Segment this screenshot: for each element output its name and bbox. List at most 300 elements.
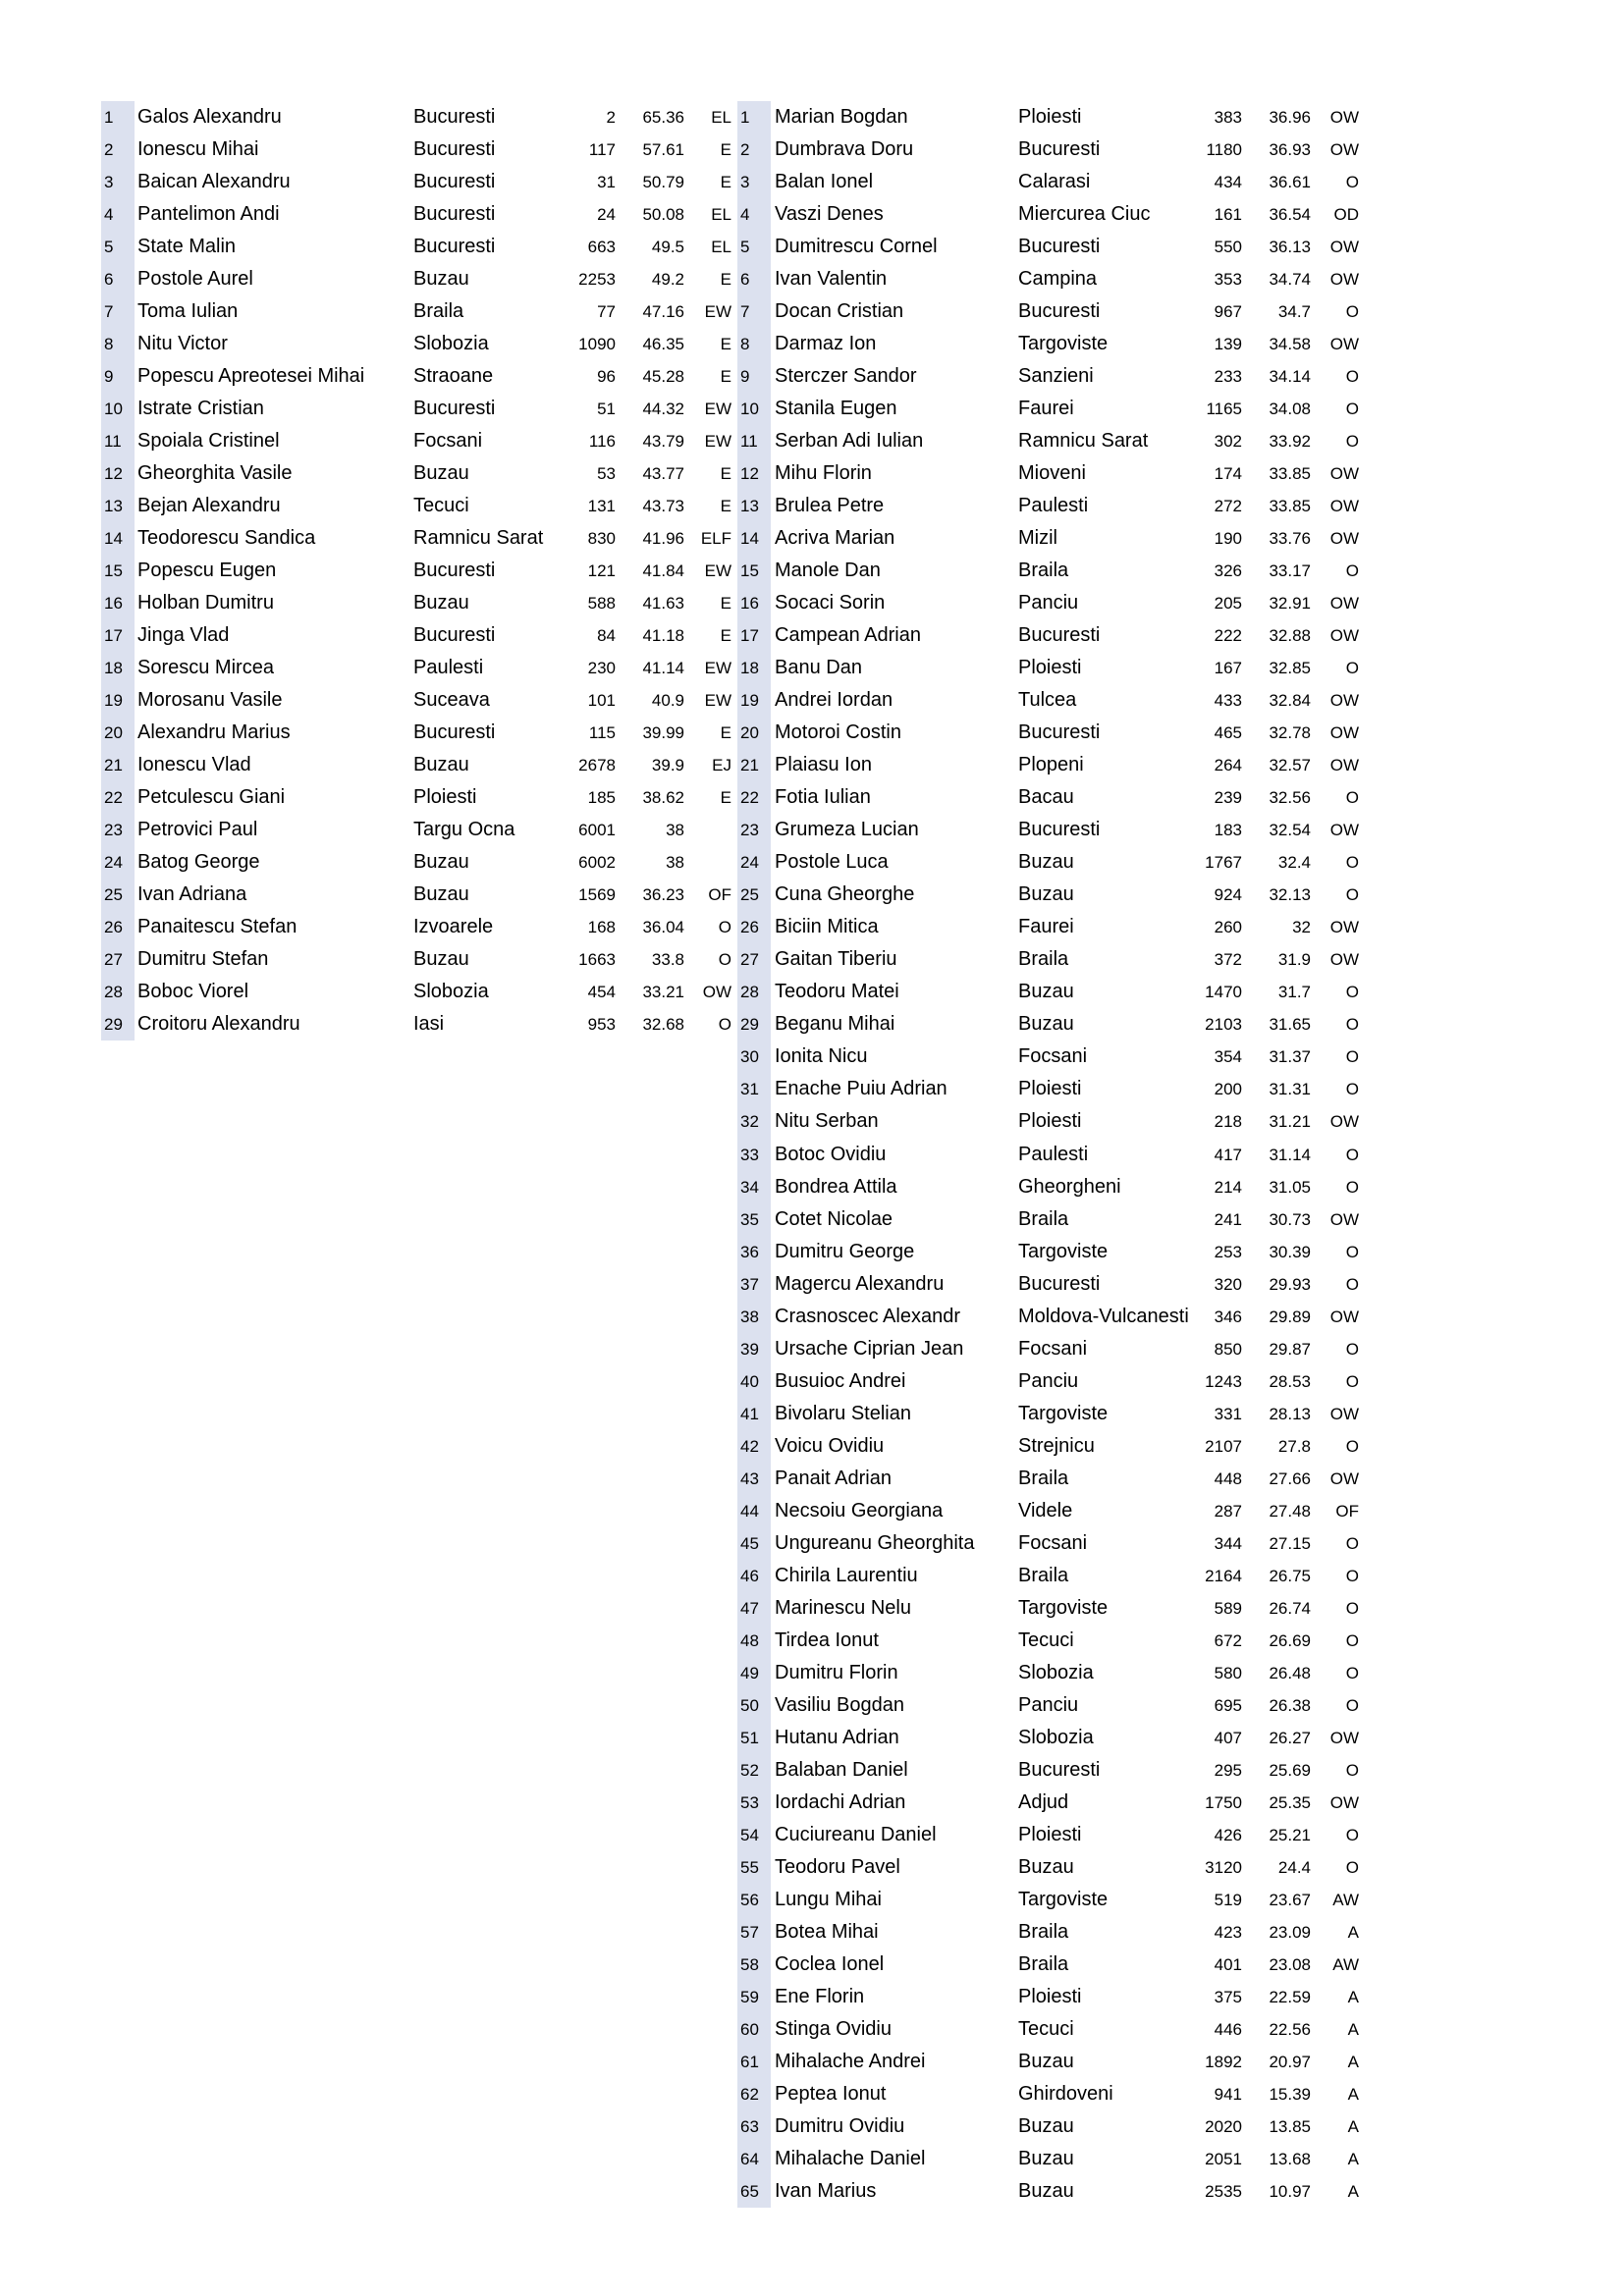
score-cell: 38 — [666, 853, 684, 873]
city-cell: Braila — [1018, 1920, 1069, 1943]
score-cell: 27.48 — [1269, 1501, 1311, 1521]
score-cell: 33.85 — [1269, 497, 1311, 516]
id-number-cell: 264 — [1214, 756, 1242, 775]
id-number-cell: 407 — [1214, 1728, 1242, 1747]
id-number-cell: 433 — [1214, 691, 1242, 711]
city-cell: Buzau — [413, 948, 469, 971]
name-cell: Dumitru Ovidiu — [775, 2114, 905, 2137]
name-cell: Botea Mihai — [775, 1920, 879, 1943]
category-cell: E — [720, 464, 731, 484]
category-cell: OW — [1329, 140, 1359, 160]
name-cell: Popescu Eugen — [137, 560, 277, 582]
score-cell: 32.13 — [1269, 885, 1311, 905]
name-cell: Acriva Marian — [775, 527, 895, 550]
rank-cell: 7 — [101, 295, 135, 328]
city-cell: Mioveni — [1018, 462, 1086, 485]
rank-cell: 14 — [101, 522, 135, 555]
name-cell: Holban Dumitru — [137, 592, 274, 614]
name-cell: Dumitru George — [775, 1240, 915, 1262]
score-cell: 22.56 — [1269, 2019, 1311, 2039]
rank-cell: 31 — [737, 1073, 771, 1105]
score-cell: 32.68 — [642, 1015, 684, 1035]
id-number-cell: 190 — [1214, 529, 1242, 549]
score-cell: 25.21 — [1269, 1825, 1311, 1844]
score-cell: 32.4 — [1277, 853, 1311, 873]
name-cell: Necsoiu Georgiana — [775, 1499, 944, 1522]
id-number-cell: 167 — [1214, 659, 1242, 678]
score-cell: 30.39 — [1269, 1242, 1311, 1261]
city-cell: Targoviste — [1018, 1402, 1109, 1424]
id-number-cell: 2164 — [1205, 1566, 1242, 1585]
id-number-cell: 214 — [1214, 1177, 1242, 1197]
city-cell: Bucuresti — [1018, 300, 1101, 323]
rank-cell: 7 — [737, 295, 771, 328]
id-number-cell: 580 — [1214, 1663, 1242, 1682]
category-cell: E — [720, 173, 731, 192]
city-cell: Buzau — [1018, 2114, 1074, 2137]
rank-cell: 19 — [101, 684, 135, 717]
category-cell: E — [720, 367, 731, 387]
id-number-cell: 417 — [1214, 1145, 1242, 1164]
name-cell: State Malin — [137, 236, 237, 258]
score-cell: 27.8 — [1277, 1436, 1311, 1456]
name-cell: Magercu Alexandru — [775, 1272, 945, 1295]
name-cell: Bondrea Attila — [775, 1175, 897, 1198]
score-cell: 26.27 — [1269, 1728, 1311, 1747]
name-cell: Busuioc Andrei — [775, 1369, 906, 1392]
rank-cell: 41 — [737, 1398, 771, 1430]
rank-cell: 62 — [737, 2078, 771, 2110]
id-number-cell: 2 — [606, 108, 616, 127]
city-cell: Paulesti — [1018, 495, 1089, 517]
rank-cell: 13 — [737, 490, 771, 522]
city-cell: Slobozia — [413, 333, 489, 355]
name-cell: Teodoru Pavel — [775, 1855, 900, 1878]
category-cell: ELF — [700, 529, 731, 549]
id-number-cell: 1180 — [1206, 140, 1242, 160]
city-cell: Slobozia — [1018, 1726, 1094, 1748]
category-cell: O — [1345, 788, 1359, 808]
score-cell: 31.9 — [1277, 950, 1311, 970]
category-cell: E — [720, 140, 731, 160]
id-number-cell: 161 — [1214, 205, 1242, 225]
score-cell: 39.9 — [651, 756, 684, 775]
rank-cell: 32 — [737, 1105, 771, 1138]
city-cell: Buzau — [413, 592, 469, 614]
category-cell: EL — [711, 238, 731, 257]
id-number-cell: 663 — [587, 238, 616, 257]
rank-cell: 23 — [101, 814, 135, 846]
category-cell: O — [1345, 561, 1359, 581]
rank-cell: 37 — [737, 1268, 771, 1301]
name-cell: Morosanu Vasile — [137, 689, 283, 712]
rank-cell: 17 — [101, 619, 135, 652]
city-cell: Moldova-Vulcanesti — [1018, 1305, 1189, 1327]
score-cell: 27.66 — [1269, 1468, 1311, 1488]
rank-cell: 28 — [101, 976, 135, 1008]
city-cell: Ploiesti — [1018, 1823, 1082, 1845]
city-cell: Bucuresti — [1018, 721, 1101, 744]
name-cell: Ionita Nicu — [775, 1045, 868, 1068]
city-cell: Bucuresti — [1018, 1758, 1101, 1781]
city-cell: Bucuresti — [413, 106, 496, 128]
name-cell: Mihalache Andrei — [775, 2050, 926, 2072]
id-number-cell: 2535 — [1205, 2182, 1242, 2201]
city-cell: Braila — [1018, 1207, 1069, 1230]
id-number-cell: 446 — [1214, 2019, 1242, 2039]
category-cell: OW — [1329, 464, 1359, 484]
score-cell: 32 — [1292, 918, 1311, 937]
id-number-cell: 426 — [1214, 1825, 1242, 1844]
id-number-cell: 96 — [597, 367, 616, 387]
category-cell: A — [1347, 1987, 1359, 2006]
rank-cell: 48 — [737, 1625, 771, 1657]
score-cell: 46.35 — [642, 335, 684, 354]
rank-cell: 65 — [737, 2175, 771, 2208]
name-cell: Spoiala Cristinel — [137, 430, 280, 453]
city-cell: Mizil — [1018, 527, 1057, 550]
category-cell: O — [1345, 1825, 1359, 1844]
category-cell: OW — [1329, 270, 1359, 290]
city-cell: Braila — [1018, 1467, 1069, 1489]
category-cell: O — [1345, 1371, 1359, 1391]
name-cell: Ivan Valentin — [775, 268, 888, 291]
score-cell: 22.59 — [1269, 1987, 1311, 2006]
name-cell: Dumbrava Doru — [775, 138, 914, 161]
rank-cell: 25 — [737, 879, 771, 911]
score-cell: 23.09 — [1269, 1922, 1311, 1942]
rank-cell: 54 — [737, 1819, 771, 1851]
name-cell: Bivolaru Stelian — [775, 1402, 911, 1424]
city-cell: Suceava — [413, 689, 490, 712]
score-cell: 31.14 — [1269, 1145, 1311, 1164]
name-cell: Batog George — [137, 851, 260, 874]
name-cell: Grumeza Lucian — [775, 819, 919, 841]
rank-cell: 6 — [737, 263, 771, 295]
rank-cell: 10 — [737, 393, 771, 425]
category-cell: O — [1345, 173, 1359, 192]
rank-cell: 16 — [737, 587, 771, 619]
rank-cell: 5 — [101, 231, 135, 263]
name-cell: Cotet Nicolae — [775, 1207, 893, 1230]
name-cell: Jinga Vlad — [137, 624, 230, 647]
category-cell: A — [1347, 1922, 1359, 1942]
score-cell: 33.76 — [1269, 529, 1311, 549]
category-cell: EW — [704, 400, 731, 419]
name-cell: Serban Adi Iulian — [775, 430, 924, 453]
name-cell: Ungureanu Gheorghita — [775, 1531, 975, 1554]
city-cell: Focsani — [413, 430, 483, 453]
score-cell: 28.53 — [1269, 1371, 1311, 1391]
name-cell: Ursache Ciprian Jean — [775, 1337, 964, 1360]
score-cell: 36.54 — [1269, 205, 1311, 225]
city-cell: Buzau — [413, 268, 469, 291]
rank-cell: 29 — [737, 1008, 771, 1041]
id-number-cell: 1750 — [1205, 1792, 1242, 1812]
id-number-cell: 174 — [1214, 464, 1242, 484]
category-cell: A — [1347, 2116, 1359, 2136]
rank-cell: 34 — [737, 1171, 771, 1203]
id-number-cell: 588 — [587, 594, 616, 614]
id-number-cell: 51 — [597, 400, 616, 419]
category-cell: A — [1347, 2149, 1359, 2168]
id-number-cell: 272 — [1214, 497, 1242, 516]
rank-cell: 15 — [737, 555, 771, 587]
id-number-cell: 924 — [1214, 885, 1242, 905]
score-cell: 34.58 — [1269, 335, 1311, 354]
rank-cell: 58 — [737, 1949, 771, 1981]
id-number-cell: 344 — [1214, 1533, 1242, 1553]
id-number-cell: 695 — [1214, 1695, 1242, 1715]
id-number-cell: 2103 — [1205, 1015, 1242, 1035]
score-cell: 31.65 — [1269, 1015, 1311, 1035]
rank-cell: 28 — [737, 976, 771, 1008]
score-cell: 28.13 — [1269, 1404, 1311, 1423]
category-cell: O — [1345, 1663, 1359, 1682]
rank-cell: 52 — [737, 1754, 771, 1787]
city-cell: Buzau — [1018, 2050, 1074, 2072]
name-cell: Coclea Ionel — [775, 1952, 885, 1975]
category-cell: OW — [1329, 1209, 1359, 1229]
name-cell: Tirdea Ionut — [775, 1629, 879, 1651]
rank-cell: 44 — [737, 1495, 771, 1527]
category-cell: O — [1345, 885, 1359, 905]
score-cell: 20.97 — [1269, 2052, 1311, 2071]
name-cell: Balan Ionel — [775, 171, 874, 193]
id-number-cell: 241 — [1214, 1209, 1242, 1229]
city-cell: Straoane — [413, 365, 494, 388]
id-number-cell: 550 — [1214, 238, 1242, 257]
rank-cell: 19 — [737, 684, 771, 717]
rank-cell: 18 — [101, 652, 135, 684]
id-number-cell: 6001 — [578, 821, 616, 840]
category-cell: A — [1347, 2084, 1359, 2104]
score-cell: 10.97 — [1269, 2182, 1311, 2201]
score-cell: 65.36 — [642, 108, 684, 127]
category-cell: O — [1345, 432, 1359, 452]
id-number-cell: 53 — [597, 464, 616, 484]
category-cell: O — [1345, 853, 1359, 873]
city-cell: Buzau — [1018, 1013, 1074, 1036]
score-cell: 50.79 — [642, 173, 684, 192]
rank-cell: 1 — [737, 101, 771, 133]
category-cell: A — [1347, 2052, 1359, 2071]
name-cell: Campean Adrian — [775, 624, 921, 647]
score-cell: 36.96 — [1269, 108, 1311, 127]
id-number-cell: 830 — [587, 529, 616, 549]
score-cell: 25.35 — [1269, 1792, 1311, 1812]
name-cell: Voicu Ovidiu — [775, 1434, 885, 1457]
city-cell: Buzau — [1018, 851, 1074, 874]
id-number-cell: 401 — [1214, 1954, 1242, 1974]
city-cell: Bucuresti — [413, 560, 496, 582]
id-number-cell: 320 — [1214, 1274, 1242, 1294]
name-cell: Dumitrescu Cornel — [775, 236, 938, 258]
category-cell: E — [720, 270, 731, 290]
id-number-cell: 1470 — [1205, 983, 1242, 1002]
name-cell: Plaiasu Ion — [775, 754, 872, 776]
rank-cell: 50 — [737, 1689, 771, 1722]
rank-cell: 57 — [737, 1916, 771, 1949]
category-cell: O — [718, 918, 731, 937]
id-number-cell: 967 — [1214, 302, 1242, 322]
rank-cell: 13 — [101, 490, 135, 522]
id-number-cell: 953 — [587, 1015, 616, 1035]
rank-cell: 26 — [737, 911, 771, 943]
score-cell: 34.7 — [1277, 302, 1311, 322]
city-cell: Paulesti — [413, 657, 484, 679]
id-number-cell: 454 — [587, 983, 616, 1002]
score-cell: 31.37 — [1269, 1047, 1311, 1067]
id-number-cell: 2253 — [578, 270, 616, 290]
rank-cell: 18 — [737, 652, 771, 684]
rank-cell: 2 — [101, 133, 135, 166]
name-cell: Postole Luca — [775, 851, 889, 874]
rank-cell: 53 — [737, 1787, 771, 1819]
id-number-cell: 287 — [1214, 1501, 1242, 1521]
rank-cell: 14 — [737, 522, 771, 555]
city-cell: Bucuresti — [1018, 624, 1101, 647]
category-cell — [687, 814, 731, 846]
rank-cell: 22 — [737, 781, 771, 814]
id-number-cell: 222 — [1214, 626, 1242, 646]
name-cell: Postole Aurel — [137, 268, 253, 291]
name-cell: Vasiliu Bogdan — [775, 1693, 904, 1716]
city-cell: Ploiesti — [1018, 1985, 1082, 2007]
city-cell: Bucuresti — [1018, 1272, 1101, 1295]
score-cell: 45.28 — [642, 367, 684, 387]
category-cell: EW — [704, 691, 731, 711]
name-cell: Peptea Ionut — [775, 2082, 887, 2105]
id-number-cell: 465 — [1214, 723, 1242, 743]
city-cell: Videle — [1018, 1499, 1073, 1522]
rank-cell: 55 — [737, 1851, 771, 1884]
category-cell: OW — [1329, 950, 1359, 970]
name-cell: Chirila Laurentiu — [775, 1564, 918, 1586]
city-cell: Panciu — [1018, 1369, 1079, 1392]
name-cell: Iordachi Adrian — [775, 1790, 906, 1813]
rank-cell: 51 — [737, 1722, 771, 1754]
category-cell: OW — [1329, 108, 1359, 127]
score-cell: 49.2 — [651, 270, 684, 290]
city-cell: Ramnicu Sarat — [1018, 430, 1149, 453]
category-cell: O — [1345, 1436, 1359, 1456]
id-number-cell: 1892 — [1205, 2052, 1242, 2071]
category-cell: O — [1345, 1242, 1359, 1261]
city-cell: Ploiesti — [1018, 657, 1082, 679]
category-cell: OW — [1329, 1792, 1359, 1812]
category-cell: E — [720, 788, 731, 808]
score-cell: 36.93 — [1269, 140, 1311, 160]
score-cell: 32.78 — [1269, 723, 1311, 743]
rank-cell: 11 — [101, 425, 135, 457]
rank-cell: 35 — [737, 1203, 771, 1236]
score-cell: 33.17 — [1269, 561, 1311, 581]
category-cell: E — [720, 497, 731, 516]
city-cell: Bucuresti — [413, 203, 496, 226]
rank-cell: 26 — [101, 911, 135, 943]
rank-cell: 49 — [737, 1657, 771, 1689]
id-number-cell: 295 — [1214, 1760, 1242, 1780]
name-cell: Dumitru Florin — [775, 1661, 898, 1683]
id-number-cell: 353 — [1214, 270, 1242, 290]
score-cell: 43.79 — [642, 432, 684, 452]
id-number-cell: 1243 — [1205, 1371, 1242, 1391]
score-cell: 31.21 — [1269, 1112, 1311, 1132]
rank-cell: 15 — [101, 555, 135, 587]
category-cell: EW — [704, 561, 731, 581]
score-cell: 41.96 — [642, 529, 684, 549]
category-cell: A — [1347, 2182, 1359, 2201]
name-cell: Alexandru Marius — [137, 721, 291, 744]
score-cell: 36.23 — [642, 885, 684, 905]
name-cell: Lungu Mihai — [775, 1888, 882, 1910]
city-cell: Ploiesti — [413, 786, 477, 809]
rank-cell: 33 — [737, 1139, 771, 1171]
id-number-cell: 519 — [1214, 1890, 1242, 1909]
name-cell: Marian Bogdan — [775, 106, 908, 128]
rank-cell: 17 — [737, 619, 771, 652]
name-cell: Pantelimon Andi — [137, 203, 280, 226]
rank-cell: 24 — [101, 846, 135, 879]
category-cell: O — [1345, 1695, 1359, 1715]
id-number-cell: 941 — [1214, 2084, 1242, 2104]
rank-cell: 4 — [101, 198, 135, 231]
score-cell: 26.75 — [1269, 1566, 1311, 1585]
id-number-cell: 302 — [1214, 432, 1242, 452]
city-cell: Slobozia — [413, 981, 489, 1003]
rank-cell: 27 — [101, 943, 135, 976]
city-cell: Panciu — [1018, 592, 1079, 614]
name-cell: Popescu Apreotesei Mihai — [137, 365, 365, 388]
rank-cell: 61 — [737, 2046, 771, 2078]
rank-cell: 2 — [737, 133, 771, 166]
score-cell: 33.21 — [642, 983, 684, 1002]
rank-cell: 6 — [101, 263, 135, 295]
name-cell: Galos Alexandru — [137, 106, 282, 128]
name-cell: Socaci Sorin — [775, 592, 886, 614]
category-cell: O — [1345, 1080, 1359, 1099]
score-cell: 44.32 — [642, 400, 684, 419]
score-cell: 13.85 — [1269, 2116, 1311, 2136]
score-cell: 32.85 — [1269, 659, 1311, 678]
city-cell: Buzau — [1018, 981, 1074, 1003]
rank-cell: 47 — [737, 1592, 771, 1625]
category-cell: O — [1345, 1533, 1359, 1553]
city-cell: Buzau — [1018, 883, 1074, 906]
category-cell: O — [1345, 1145, 1359, 1164]
category-cell — [687, 846, 731, 879]
category-cell: OW — [702, 983, 731, 1002]
id-number-cell: 346 — [1214, 1307, 1242, 1326]
city-cell: Braila — [1018, 1952, 1069, 1975]
rank-cell: 16 — [101, 587, 135, 619]
name-cell: Petculescu Giani — [137, 786, 286, 809]
category-cell: AW — [1332, 1890, 1359, 1909]
city-cell: Ploiesti — [1018, 106, 1082, 128]
city-cell: Focsani — [1018, 1045, 1088, 1068]
score-cell: 23.08 — [1269, 1954, 1311, 1974]
score-cell: 32.84 — [1269, 691, 1311, 711]
name-cell: Boboc Viorel — [137, 981, 249, 1003]
rank-cell: 38 — [737, 1301, 771, 1333]
score-cell: 32.57 — [1269, 756, 1311, 775]
id-number-cell: 2107 — [1205, 1436, 1242, 1456]
rank-cell: 24 — [737, 846, 771, 879]
city-cell: Panciu — [1018, 1693, 1079, 1716]
category-cell: OW — [1329, 691, 1359, 711]
category-cell: O — [1345, 1630, 1359, 1650]
